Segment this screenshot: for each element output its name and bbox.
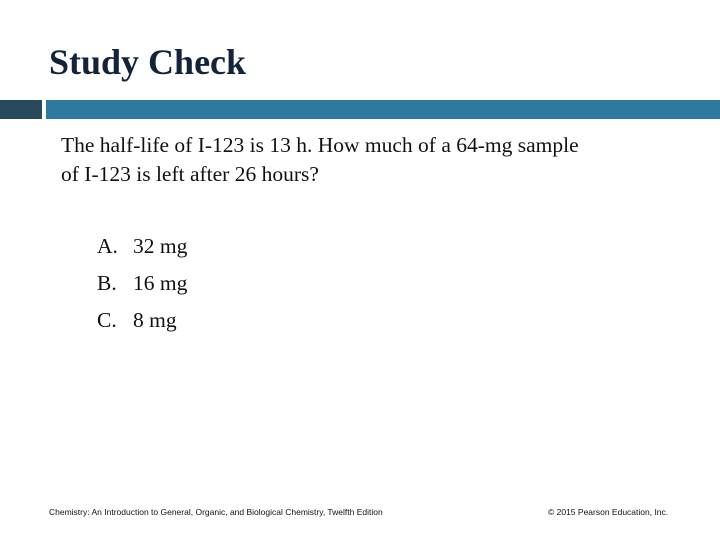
answer-options	[97, 232, 187, 343]
option-text: 16 mg	[133, 271, 188, 295]
option-c	[97, 306, 187, 343]
option-letter: C.	[97, 308, 117, 332]
title-underline-accent-bar	[46, 100, 720, 119]
question-line-1: The half-life of I-123 is 13 h. How much of a 64-mg sample	[61, 133, 579, 157]
question-line-2: of I-123 is left after 26 hours?	[61, 162, 319, 186]
footer-copyright: © 2015 Pearson Education, Inc.	[548, 507, 669, 517]
footer-book-title: Chemistry: An Introduction to General, Organic, and Biological Chemistry, Twelfth Edition	[49, 507, 383, 517]
slide-title: Study Check	[49, 42, 247, 82]
option-letter: A.	[97, 234, 118, 258]
option-b	[97, 269, 187, 306]
option-text: 8 mg	[133, 308, 177, 332]
option-a	[97, 232, 187, 269]
question-text	[61, 131, 681, 189]
option-letter: B.	[97, 271, 117, 295]
option-text: 32 mg	[133, 234, 188, 258]
title-underline-dark-block	[0, 100, 42, 119]
